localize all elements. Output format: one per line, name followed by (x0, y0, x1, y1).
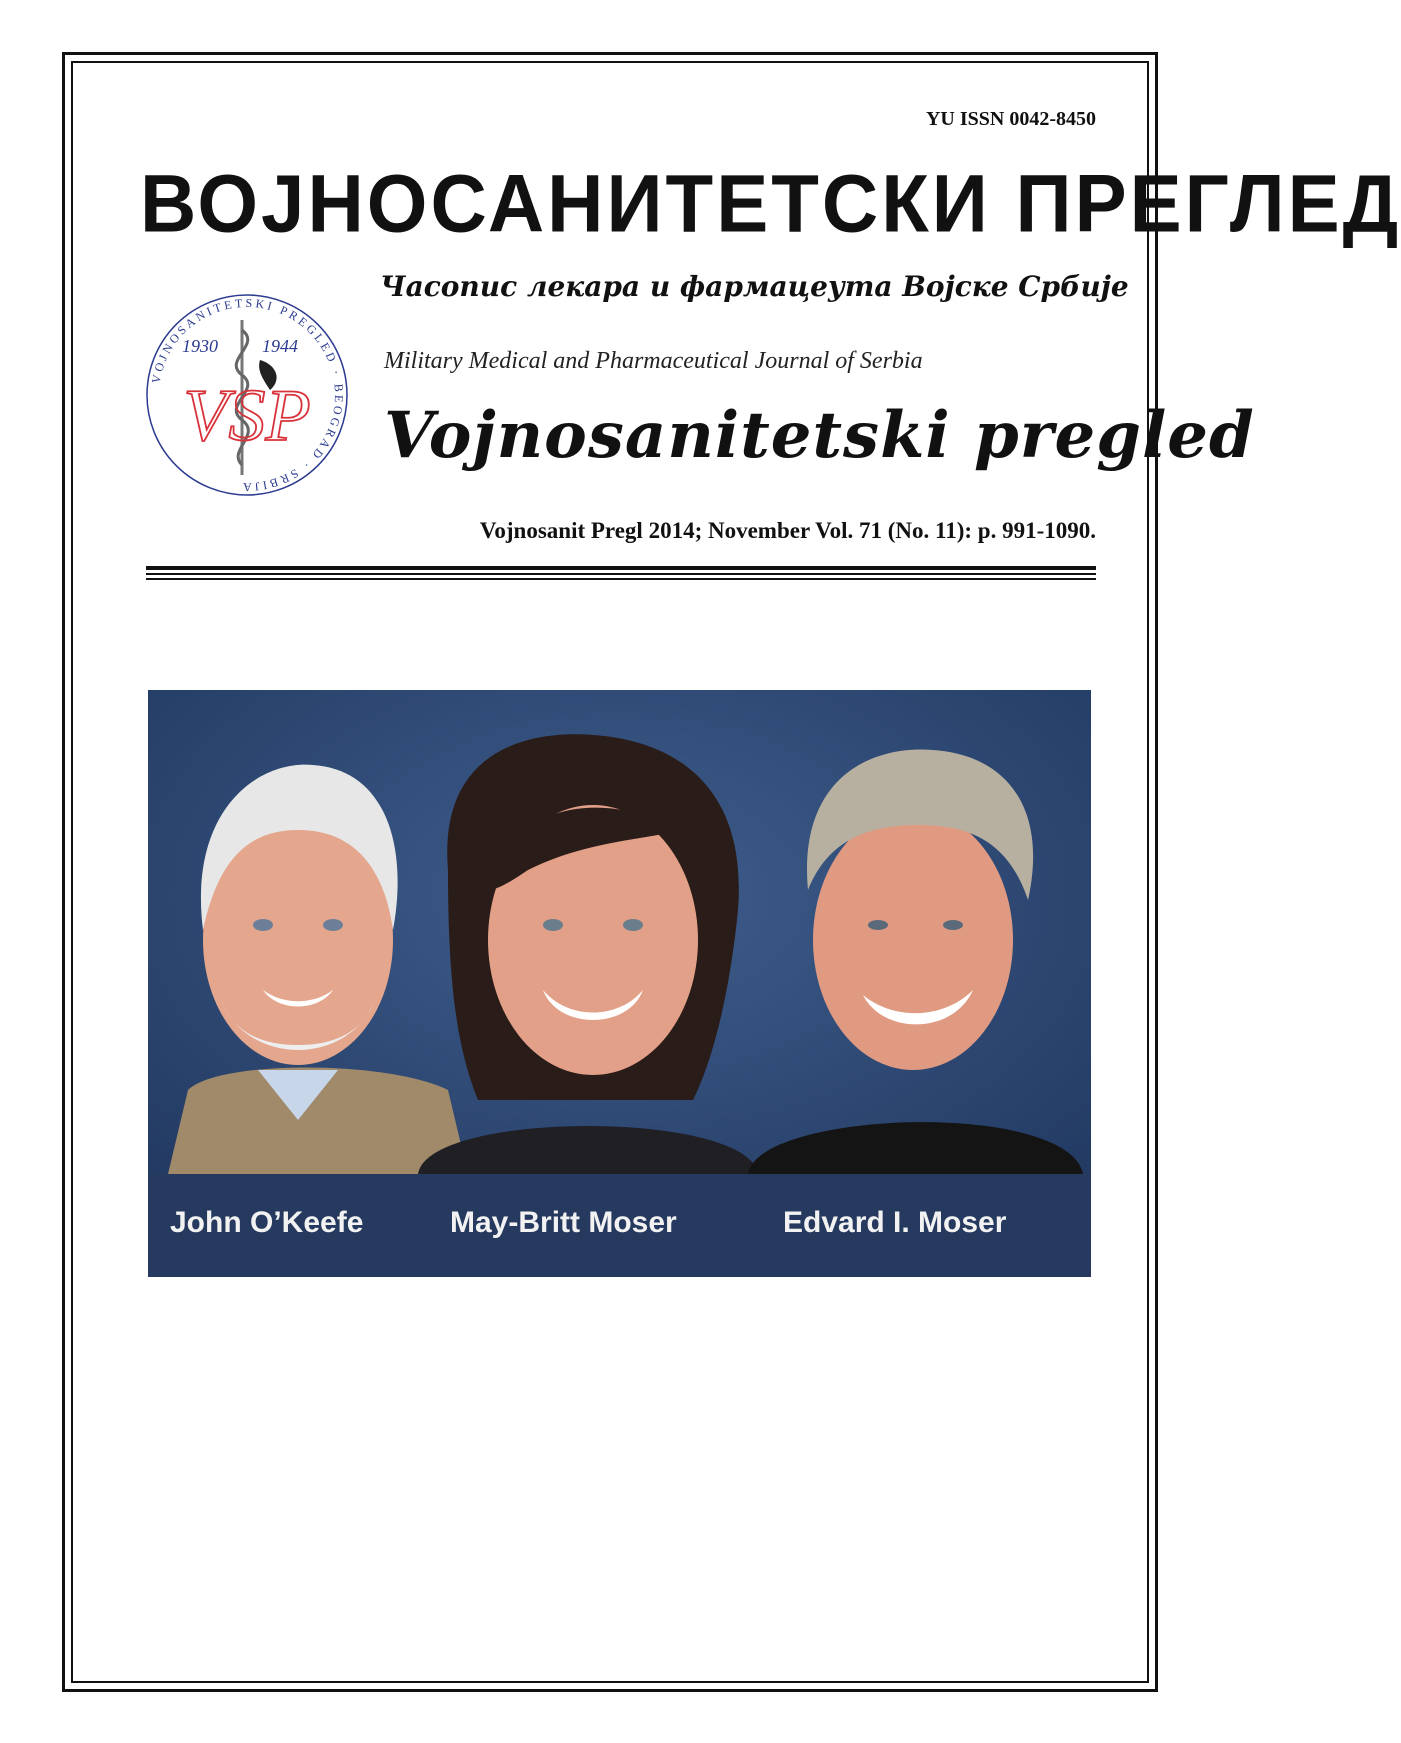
caption-name: May-Britt Moser (450, 1206, 677, 1239)
logo-monogram: VSP (183, 375, 311, 457)
header-rule (146, 566, 1096, 570)
journal-subtitle-cyrillic: Часопис лекара и фармацеута Војске Србије (380, 270, 1129, 303)
journal-title-latin: Vojnosanitetski pregled (384, 398, 1255, 473)
caption-name: Edvard I. Moser (783, 1206, 1007, 1239)
logo-ring-text: VOJNOSANITETSKI PREGLED · BEOGRAD · SRBIJA (148, 295, 347, 495)
journal-title-cyrillic: ВОЈНОСАНИТЕТСКИ ПРЕГЛЕД (140, 156, 1401, 250)
journal-subtitle-english: Military Medical and Pharmaceutical Journal of Serbia (384, 348, 923, 374)
header-rule (146, 573, 1096, 575)
issn: YU ISSN 0042-8450 (925, 108, 1096, 130)
issue-citation: Vojnosanit Pregl 2014; November Vol. 71 (No. 11): p. 991-1090. (479, 518, 1096, 543)
journal-logo (142, 290, 352, 500)
header-rule (146, 578, 1096, 580)
logo-year-right: 1944 (262, 336, 298, 356)
cover-photo (148, 690, 1091, 1277)
caption-name: John O’Keefe (170, 1206, 364, 1239)
logo-year-left: 1930 (182, 336, 218, 356)
